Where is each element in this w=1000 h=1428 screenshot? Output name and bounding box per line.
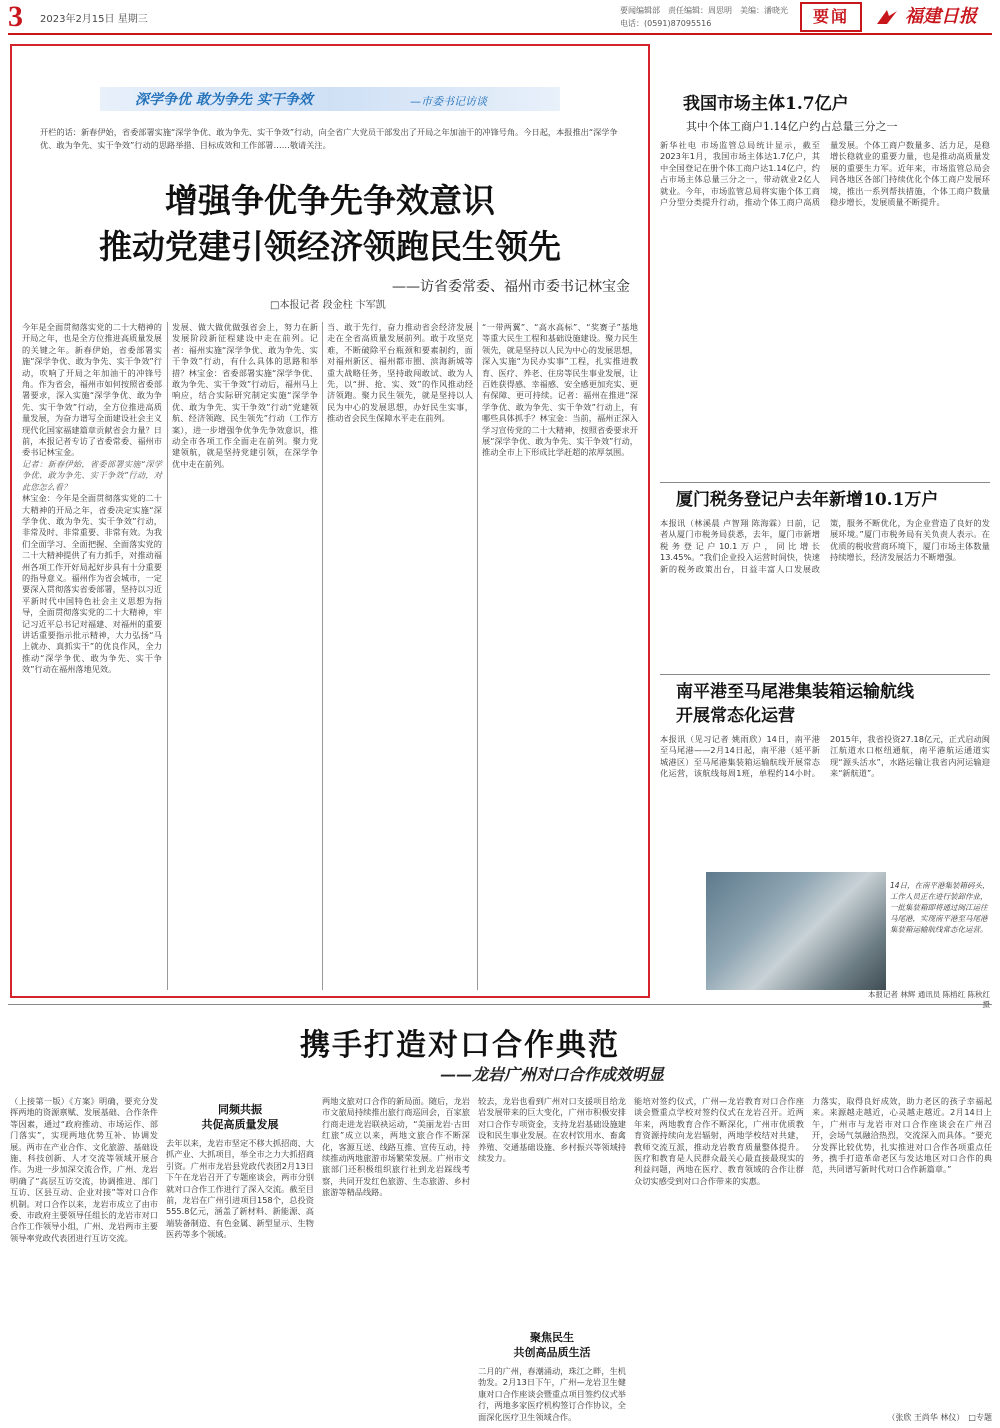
photo-caption [890, 880, 990, 935]
col-divider [322, 322, 323, 990]
lead-headline [70, 178, 590, 270]
article-divider [660, 482, 990, 483]
newspaper-logo: 福建日报 [905, 6, 977, 27]
masthead-rule [8, 33, 992, 35]
headline-line: 南平港至马尾港集装箱运输航线 [676, 682, 914, 702]
section-label: 要闻 [800, 2, 862, 32]
bottom-headline: 携手打造对口合作典范 [300, 1028, 620, 1063]
bottom-col-2 [166, 1096, 314, 1408]
lead-subheadline: ——访省委常委、福州市委书记林宝金 [392, 279, 630, 295]
bottom-col-4-text: 较去，龙岩也看到广州对口支援项目给龙岩发展带来的巨大变化，广州市积极安排对口合作专项资金，支持龙岩基础设施建设和民生事业发展。在农村饮用水、畜禽养殖、交通基础设施、乡村振兴等领域持续发力。 [478, 1096, 626, 1164]
col-divider [167, 322, 168, 990]
lead-headline-line1: 增强争优争先争效意识 [165, 181, 495, 220]
lead-question-1: 记者：新春伊始，省委部署实施“深学争优、敢为争先、实干争效”行动，对此您怎么看？ [22, 458, 162, 492]
page-number: 3 [8, 0, 23, 33]
editors-note: 开栏的话：新春伊始，省委部署实施“深学争优、敢为争先、实干争效”行动，向全省广大党员干部发出了开局之年加油干的冲锋号角。今日起，本报推出“深学争优、敢为争先、实干争效”行动的思路举措、目标成效和工作部署……敬请关注。 [40, 127, 618, 150]
lead-col-3: 当、敢于先行，奋力推动省会经济发展走在全省高质量发展前列。敢于攻坚克难，不断破除平台瓶颈和要素制约，面对福州新区、福州都市圈、滨海新城等重大战略任务，坚持敢闯敢试、敢为人先，以“拼、抢、实、效”的作风推动经济领跑。聚力民生领先，就是坚持以人民为中心的发展思想，办好民生实事，推动省会民生保障水平走在前列。 [327, 322, 473, 424]
lead-headline-line2: 推动党建引领经济领跑民生领先 [99, 227, 561, 266]
article-subheadline-market: 其中个体工商户1.14亿户约占总量三分之一 [686, 120, 898, 133]
editors-line: 要闻编辑部 责任编辑：周思明 美编：潘晓光 电话：(0591)87095516 [620, 6, 796, 28]
photo-caption-text: 14日，在南平港集装箱码头，工作人员正在进行装卸作业，一批集装箱即将通过闽江运往马尾港，实现南平港至马尾港集装箱运输航线常态化运营。 [890, 881, 990, 934]
issue-date: 2023年2月15日 星期三 [40, 14, 148, 25]
bottom-subheadline: ——龙岩广州对口合作成效明显 [440, 1065, 665, 1084]
section-heading-cooperation: 同频共振 共促高质量发展 [201, 1103, 279, 1131]
article-body-nanping-port: 本报讯（见习记者 姚雨欣）14日，南平港至马尾港——2月14日起，南平港（延平新城港区）至马尾港集装箱运输航线开展常态化运营，该航线每周1班，单程约14小时。2015年，我省投资27.18亿元，正式启动闽江航道水口枢纽通航，南平港航运通道实现“源头活水”，水路运输让我省内河运输迎来“新航道”。 [660, 734, 990, 779]
bottom-col-4-text-b: 二月的广州，春潮涌动，珠江之畔，生机勃发。2月13日下午，广州—龙岩卫生健康对口合作座谈会暨重点项目签约仪式举行，两地多家医疗机构签订合作协议，全面深化医疗卫生领域合作。 [478, 1366, 626, 1422]
bottom-top-rule [8, 1004, 992, 1005]
lead-answer-1: 林宝金：今年是全面贯彻落实党的二十大精神的开局之年，省委决定实施“深学争优、敢为争先、实干争效”行动，非常及时、非常重要、非常有效。为我们全面学习、全面把握、全面落实党的二十大精神提供了有力抓手，对推动福州各项工作开好局起好步具有十分重要的指导意义。福州作为省会城市，一定要深入贯彻落实省委部署，坚持以习近平新时代中国特色社会主义思想为指导，全面贯彻落实党的二十大精神，牢记习近平总书记对福建、对福州的重要讲话重要指示批示精神，大力弘扬“马上就办、真抓实干”的优良作风，全力推动“深学争优、敢为争先、实干争效”行动在福州落地见效。 [22, 493, 162, 675]
lead-col-1 [22, 322, 162, 992]
lead-col-4: “一带两翼”、“高水高标”、“奖赛子”基地等重大民生工程和基础设施建设。聚力民生领先，就是坚持以人民为中心的发展思想，深入实施“为民办实事”工程，扎实推进教育、医疗、养老、住房等民生事业发展，让百姓获得感、幸福感、安全感更加充实、更有保障、更可持续。记者：福州在推进“深学争优、敢为争先、实干争效”行动上，有哪些具体抓手？林宝金：当前，福州正深入学习宣传党的二十大精神，按照省委要求开展“深学争优、敢为争先、实干争效”行动，推动全市上下形成比学赶超的浓厚氛围。 [482, 322, 638, 458]
article-headline-xiamen-tax: 厦门税务登记户去年新增10.1万户 [676, 490, 939, 510]
lead-col-2: 发展、做大做优做强省会上，努力在新发展阶段新征程建设中走在前列。记者：福州实施“深学争优、敢为争先、实干争效”行动，有什么具体的思路和举措？林宝金：省委部署实施“深学争优、敢为争先、实干争效”行动后，福州马上响应，结合实际研究制定实施“深学争优、敢为争先、实干争效”行动“党建领航、经济领跑、民生领先”行动（工作方案），进一步增强争优争先争效意识，推动全市各项工作全面走在前列。聚力党建领航，就是坚持党建引领，在深学争优中走在前列。 [172, 322, 318, 469]
logo-mark-icon [875, 8, 899, 26]
article-divider [660, 674, 990, 675]
article-headline-market: 我国市场主体1.7亿户 [683, 94, 849, 114]
photo-credit: 本报记者 林辉 通讯员 陈榕红 陈秋红 [867, 990, 990, 999]
article-headline-nanping-port [676, 680, 914, 728]
bottom-col-4 [478, 1096, 626, 1422]
section-heading-livelihood: 聚焦民生 共创高品质生活 [513, 1331, 591, 1359]
article-body-market: 新华社电 市场监管总局统计显示，截至2023年1月，我国市场主体达1.7亿户，其中全国登记在册个体工商户达1.14亿户，约占市场主体总量三分之一，带动就业2亿人就业。今年，市场监管总局将实施个体工商户分型分类提升行动，推动个体工商户高质量发展。个体工商户数量多、活力足，是稳增长稳就业的重要力量，也是推动高质量发展的重要生力军。近年来，市场监管总局会同各地区各部门持续优化个体工商户发展环境，推出一系列帮扶措施，个体工商户数量稳步增长，发展质量不断提升。 [660, 140, 990, 208]
bottom-col-3: 两地文旅对口合作的新局面。随后，龙岩市文旅局持续推出旅行商巡回会，百家旅行商走进龙岩联袂运动，“美丽龙岩·古田红旅”成立以来，两地文旅合作不断深化，客源互送、线路互推、宣传互动，持续推动两地旅游市场繁荣发展。广州市文旅部门还积极组织旅行社到龙岩踩线考察，共同开发红色旅游、生态旅游、乡村旅游等精品线路。 [322, 1096, 470, 1198]
col-divider [477, 322, 478, 990]
bottom-credit: （张欣 王尚华 林仪） □专题 [887, 1413, 992, 1422]
bottom-col-6: 力落实，取得良好成效，助力老区的孩子幸福起来。来源越走越近，心灵越走越近。2月14日上午，广州市与龙岩市对口合作座谈会在广州召开，会场气氛融洽热烈，交流深入而具体。“要充分发挥比较优势，扎实推进对口合作各项重点任务，携手打造革命老区与发达地区对口合作的典范，共同谱写新时代对口合作新篇章。” [812, 1096, 992, 1175]
article-body-xiamen-tax: 本报讯（林溪晨 卢智翔 陈海霖）日前，记者从厦门市税务局获悉，去年，厦门市新增税务登记户10.1万户，同比增长13.45%。“我们企业投入运营时间快，快速新的税务政策出台，日益丰富人口发展政策，服务不断优化，为企业营造了良好的发展环境。”厦门市税务局有关负责人表示。在优质的税收营商环境下，厦门市场主体数量持续增长，经济发展活力不断增强。 [660, 518, 990, 574]
news-photo-port-worker [706, 872, 886, 990]
headline-line: 开展常态化运营 [676, 706, 795, 726]
lead-byline: □本报记者 段金柱 卞军凯 [270, 300, 386, 311]
column-banner-title: 深学争优 敢为争先 实干争效 [135, 92, 313, 108]
bottom-col-2-text: 去年以来，龙岩市坚定不移大抓招商、大抓产业、大抓项目，举全市之力大抓招商引资。广州市龙岩县党政代表团2月13日下午在龙岩召开了专题座谈会，两市分别就对口合作工作进行了深入交流。截至目前，龙岩在广州引进项目158个，总投资555.8亿元，涵盖了新材料、新能源、高端装备制造、有色金属、新型显示、生物医药等多个领域。 [166, 1138, 314, 1240]
lead-intro-text: 今年是全面贯彻落实党的二十大精神的开局之年，也是全方位推进高质量发展的关键之年。新春伊始，省委部署实施“深学争优、敢为争先、实干争效”行动，吹响了开局之年加油干的冲锋号角。作为省会，福州市如何按照省委部署要求，深入实施“深学争优、敢为争先、实干争效”行动，全方位推进高质量发展，为奋力谱写全面建设社会主义现代化国家福建篇章贡献省会力量？日前，本报记者专访了省委常委、福州市委书记林宝金。 [22, 322, 162, 458]
bottom-col-5: 能培对签约仪式，广州—龙岩教育对口合作座谈会暨重点学校对签约仪式在龙岩召开。近两年来，两地教育合作不断深化，广州市优质教育资源持续向龙岩辐射，两地学校结对共建，教师交流互派，推动龙岩教育质量整体提升。医疗和教育是人民群众最关心最直接最现实的利益问题，两地在医疗、教育领域的合作让群众切实感受到对口合作带来的实惠。 [634, 1096, 804, 1186]
bottom-col-1: （上接第一版）《方案》明确，要充分发挥两地的资源禀赋、发展基础、合作条件等因素，通过“政府推动、市场运作、部门落实”，实现两地优势互补、协调发展。两市在产业合作、文化旅游、基础设施、科技创新、人才交流等领域开展合作。为进一步加深交流合作，广州、龙岩明确了“高层互访交流，协调推进、部门互访、区县互动、企业对接”等对口合作机制。对口合作以来，龙岩市成立了由市委、市政府主要领导任组长的龙岩市对口合作工作领导小组，广州、龙岩两市主要领导率党政代表团进行互访交流。 [10, 1096, 158, 1243]
column-banner-subtitle: —市委书记访谈 [410, 95, 487, 108]
